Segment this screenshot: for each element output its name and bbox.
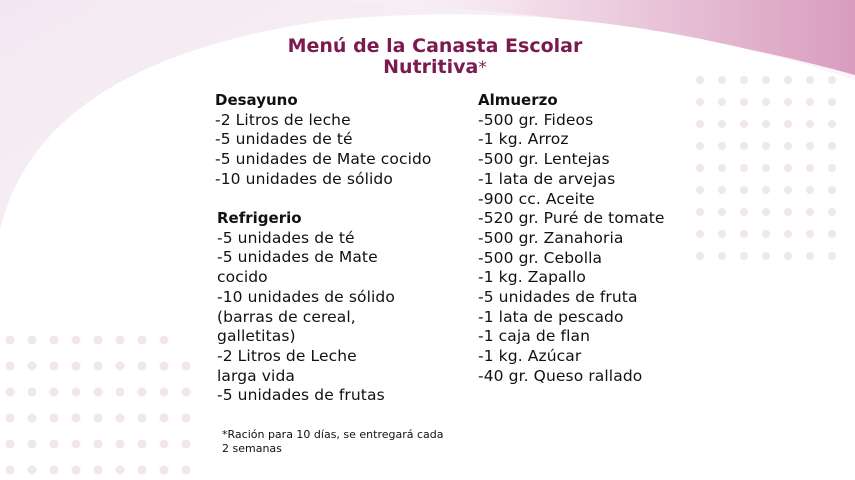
list-item: -2 Litros de Leche (217, 346, 357, 365)
decor-dot (138, 414, 147, 423)
decor-dot (182, 362, 191, 371)
list-item: -5 unidades de té (215, 130, 353, 149)
decor-dot (828, 98, 836, 106)
decor-dot (72, 414, 81, 423)
decor-dot (828, 252, 836, 260)
decor-dot (116, 388, 125, 397)
list-item: -5 unidades de té (217, 228, 355, 247)
title-line-2 (230, 57, 640, 79)
decor-dot (72, 388, 81, 397)
decor-dot (762, 208, 770, 216)
decor-dot (28, 466, 37, 475)
decor-dot (740, 230, 748, 238)
decor-dot (740, 142, 748, 150)
refrigerio-list (217, 229, 417, 406)
list-item: -5 unidades de frutas (217, 386, 385, 405)
decor-dot (806, 208, 814, 216)
decor-dot (828, 120, 836, 128)
decor-dot (50, 466, 59, 475)
list-item: galletitas) (217, 327, 296, 346)
decor-dot (6, 388, 15, 397)
decor-dot (740, 76, 748, 84)
decor-dot (762, 164, 770, 172)
almuerzo-heading: Almuerzo (478, 91, 558, 109)
decor-dot (116, 414, 125, 423)
list-item: -1 lata de arvejas (478, 169, 616, 188)
title-line-1: Menú de la Canasta Escolar (287, 35, 583, 57)
decor-dot (50, 362, 59, 371)
list-item: -5 unidades de Mate cocido (215, 150, 432, 169)
decor-dot (806, 76, 814, 84)
decor-dot (762, 98, 770, 106)
decor-dot (740, 186, 748, 194)
decor-dot (116, 466, 125, 475)
decor-dot (806, 98, 814, 106)
decor-dot (806, 230, 814, 238)
almuerzo-section (478, 91, 738, 387)
decor-dot (828, 208, 836, 216)
decor-dot (28, 440, 37, 449)
desayuno-section (215, 91, 465, 190)
decor-dot (138, 388, 147, 397)
decor-dot (94, 440, 103, 449)
decor-dot (6, 414, 15, 423)
almuerzo-list (478, 111, 738, 387)
decor-dot (160, 466, 169, 475)
decor-dot (50, 336, 59, 345)
decor-dot (784, 208, 792, 216)
decor-dot (828, 164, 836, 172)
decor-dot (806, 164, 814, 172)
desayuno-heading: Desayuno (215, 91, 298, 109)
decor-dot (762, 76, 770, 84)
decor-dot (138, 466, 147, 475)
decor-dot (50, 388, 59, 397)
footnote-line-2: 2 semanas (222, 441, 282, 455)
decor-dot (762, 230, 770, 238)
decor-dot (762, 186, 770, 194)
decor-dot (116, 440, 125, 449)
list-item: -1 kg. Arroz (478, 130, 569, 149)
decor-dot (28, 388, 37, 397)
decor-dot (740, 120, 748, 128)
decor-dot (784, 98, 792, 106)
decor-dot (94, 336, 103, 345)
decor-dot (94, 414, 103, 423)
list-item: -40 gr. Queso rallado (478, 366, 643, 385)
desayuno-list (215, 111, 465, 190)
list-item: -5 unidades de Mate (217, 248, 378, 267)
decor-dot (116, 336, 125, 345)
decor-dot (696, 76, 704, 84)
decor-dot (6, 336, 15, 345)
decor-dot (182, 388, 191, 397)
refrigerio-heading: Refrigerio (217, 209, 302, 227)
decor-dot (740, 208, 748, 216)
decor-dot (94, 466, 103, 475)
footnote (222, 428, 472, 455)
list-item: -10 unidades de sólido (217, 287, 395, 306)
decor-dot (182, 414, 191, 423)
decor-dot (762, 142, 770, 150)
decor-dot (160, 336, 169, 345)
decor-dot (806, 252, 814, 260)
page-title (230, 36, 640, 79)
decor-dot (740, 164, 748, 172)
list-item: -10 unidades de sólido (215, 169, 393, 188)
decor-dot (72, 362, 81, 371)
decor-dot (784, 230, 792, 238)
decor-dot (72, 336, 81, 345)
decor-dot (828, 186, 836, 194)
decor-dot (94, 388, 103, 397)
footnote-line-1: *Ración para 10 días, se entregará cada (222, 428, 444, 441)
decor-dot (784, 164, 792, 172)
decor-dot (160, 440, 169, 449)
decor-dot (116, 362, 125, 371)
decor-dot (50, 414, 59, 423)
decor-dot (828, 76, 836, 84)
decor-dot (138, 336, 147, 345)
decor-dot (138, 362, 147, 371)
decor-dot (784, 252, 792, 260)
decor-dot (762, 252, 770, 260)
list-item: -5 unidades de fruta (478, 288, 638, 307)
decor-dot (72, 466, 81, 475)
list-item: (barras de cereal, (217, 307, 356, 326)
decor-dot (784, 76, 792, 84)
list-item: -500 gr. Lentejas (478, 150, 610, 169)
decor-dot (28, 362, 37, 371)
decor-dot (718, 76, 726, 84)
list-item: -1 kg. Zapallo (478, 268, 587, 287)
decor-dot (182, 440, 191, 449)
decor-dot (72, 440, 81, 449)
list-item: cocido (217, 268, 268, 287)
decor-dot (784, 120, 792, 128)
decor-dot (28, 336, 37, 345)
decor-dot (740, 252, 748, 260)
decor-dot (160, 362, 169, 371)
decor-dot (740, 98, 748, 106)
refrigerio-section (217, 209, 417, 406)
decor-dot (160, 388, 169, 397)
decor-dot (806, 186, 814, 194)
decor-dot (160, 414, 169, 423)
list-item: -1 kg. Azúcar (478, 347, 582, 366)
list-item: -520 gr. Puré de tomate (478, 209, 665, 228)
decor-dot (784, 142, 792, 150)
decor-dot (6, 362, 15, 371)
decor-dot (182, 466, 191, 475)
list-item: -500 gr. Cebolla (478, 248, 603, 267)
list-item: -500 gr. Fideos (478, 110, 594, 129)
title-asterisk: * (478, 58, 487, 78)
decor-dot (138, 440, 147, 449)
decor-dot (6, 440, 15, 449)
decor-dot (6, 466, 15, 475)
decor-dot (50, 440, 59, 449)
decor-dot (828, 142, 836, 150)
list-item: -2 Litros de leche (215, 110, 351, 129)
decor-dot (828, 230, 836, 238)
decor-dot (762, 120, 770, 128)
decor-dot (806, 142, 814, 150)
decor-dot (28, 414, 37, 423)
list-item: -500 gr. Zanahoria (478, 228, 624, 247)
list-item: -900 cc. Aceite (478, 189, 595, 208)
decor-dot (784, 186, 792, 194)
list-item: -1 caja de flan (478, 327, 591, 346)
decor-dot (806, 120, 814, 128)
decor-dot (94, 362, 103, 371)
list-item: larga vida (217, 366, 295, 385)
list-item: -1 lata de pescado (478, 307, 624, 326)
title-nutritiva: Nutritiva (383, 56, 479, 78)
